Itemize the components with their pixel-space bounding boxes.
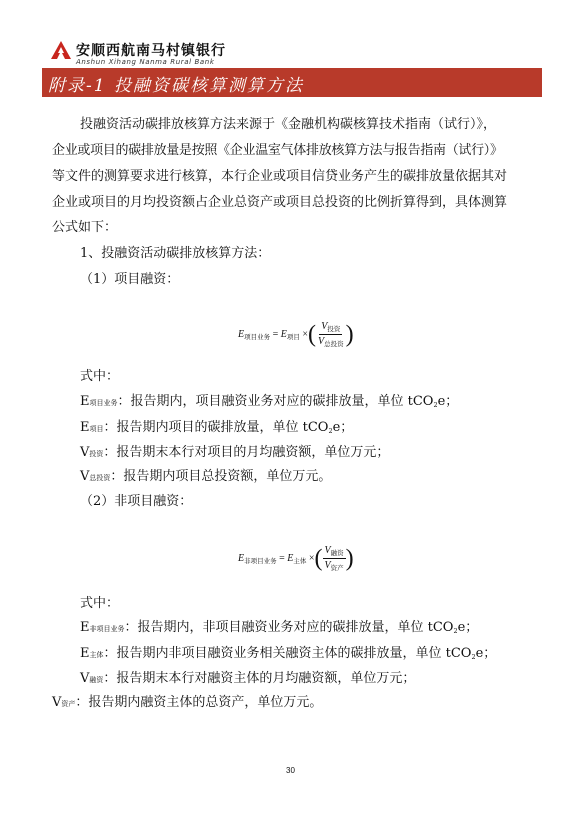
def-item: E非项目业务：报告期内，非项目融资业务对应的碳排放量，单位 tCO$_2$e；: [80, 620, 479, 635]
where-label-1: 式中：: [80, 369, 120, 384]
page-number: 30: [286, 766, 295, 775]
page-title: 附录-1 投融资碳核算测算方法: [48, 76, 304, 96]
def-item: E项目：报告期内项目的碳排放量，单位 tCO$_2$e；: [80, 420, 354, 435]
def-item: E项目业务：报告期内，项目融资业务对应的碳排放量，单位 tCO$_2$e；: [80, 394, 459, 409]
def-item: V总投资：报告期内项目总投资额，单位万元。: [80, 469, 332, 484]
bank-name-en: Anshun Xihang Nanma Rural Bank: [76, 58, 215, 66]
formula-non-project: $E_{非项目业务} = E_{主体}$ ×( $\frac{V_{融资}}{V_{资产}}$ ): [238, 545, 354, 572]
bank-name-cn: 安顺西航南马村镇银行: [76, 43, 226, 59]
where-label-2: 式中：: [80, 596, 120, 611]
intro-line-2: 企业或项目的碳排放量是按照《企业温室气体排放核算方法与报告指南（试行）》: [52, 143, 503, 158]
def-item: E主体：报告期内非项目融资业务相关融资主体的碳排放量，单位 tCO$_2$e；: [80, 646, 497, 661]
def-item: V资产：报告期内融资主体的总资产，单位万元。: [52, 695, 323, 710]
intro-line-1: 投融资活动碳排放核算方法来源于《金融机构碳核算技术指南（试行）》，: [80, 117, 497, 132]
intro-line-5: 公式如下：: [52, 220, 118, 235]
formula-project: $E_{项目业务} = E_{项目}$ ×( $\frac{V_{投资}}{V_{总投资}}$ ): [238, 321, 354, 348]
section1-sub-heading: （1）项目融资：: [80, 272, 180, 287]
bank-logo-icon: [50, 40, 72, 60]
intro-line-4: 企业或项目的月均投资额占企业总资产或项目总投资的比例折算得到，具体测算: [52, 195, 508, 210]
def-item: V融资：报告期末本行对融资主体的月均融资额，单位万元；: [80, 671, 416, 686]
section2-sub-heading: （2）非项目融资：: [80, 494, 193, 509]
intro-line-3: 等文件的测算要求进行核算，本行企业或项目信贷业务产生的碳排放量依据其对: [52, 169, 508, 184]
def-item: V投资：报告期末本行对项目的月均融资额，单位万元；: [80, 445, 390, 460]
section1-heading: 1、投融资活动碳排放核算方法：: [80, 246, 271, 261]
